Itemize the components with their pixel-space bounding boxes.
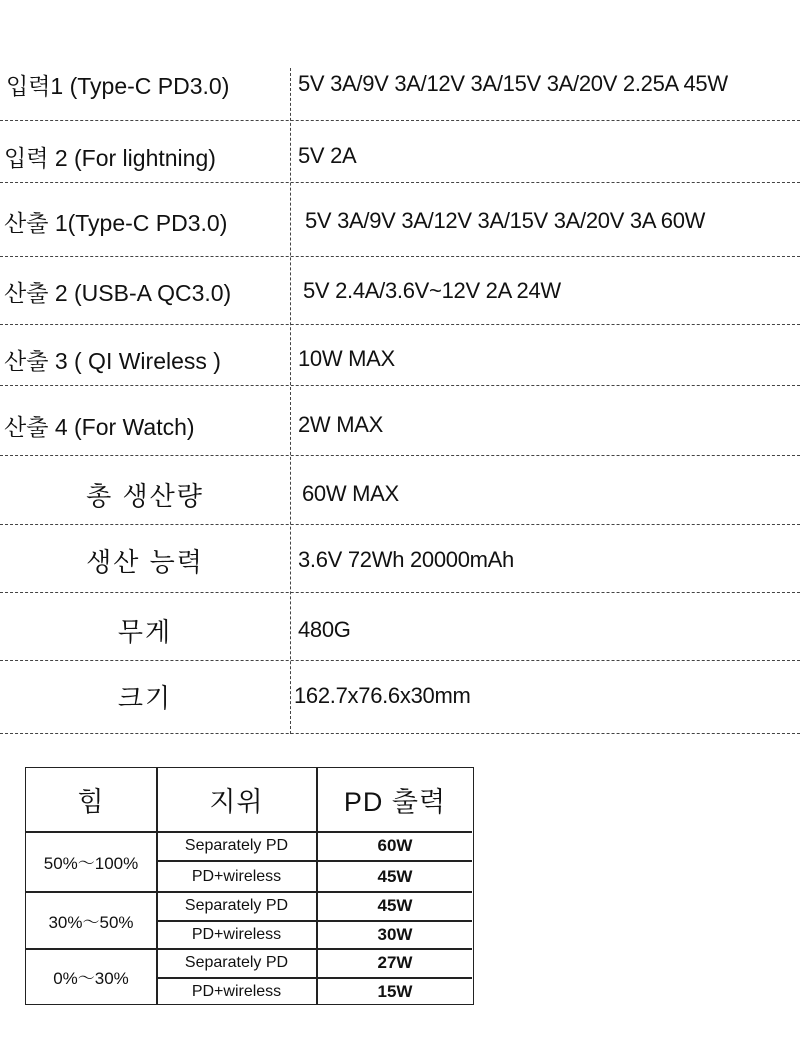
spec-value: 3.6V 72Wh 20000mAh [298, 547, 514, 572]
spec-label: 입력1 (Type-C PD3.0) [6, 72, 230, 99]
divider [0, 524, 800, 525]
level-cell: 30%～50% [48, 912, 134, 932]
spec-value: 5V 3A/9V 3A/12V 3A/15V 3A/20V 2.25A 45W [298, 71, 728, 96]
spec-value: 60W MAX [302, 481, 399, 506]
spec-value: 5V 3A/9V 3A/12V 3A/15V 3A/20V 3A 60W [305, 208, 706, 233]
spec-row-input-1 [0, 50, 800, 118]
divider [0, 120, 800, 121]
spec-label: 크기 [117, 682, 173, 713]
spec-value: 5V 2A [298, 143, 357, 168]
header-pd-output: PD 출력 [343, 787, 447, 817]
output-cell: 45W [377, 896, 413, 915]
mode-cell: PD+wireless [191, 867, 282, 885]
output-cell: 27W [377, 953, 413, 972]
mode-cell: PD+wireless [191, 982, 282, 1000]
spec-label: 산출 1(Type-C PD3.0) [4, 209, 228, 236]
spec-row-output-3 [0, 325, 800, 393]
divider [0, 660, 800, 661]
spec-row-input-2 [0, 122, 800, 190]
spec-label: 무게 [117, 616, 173, 647]
level-cell: 50%～100% [43, 854, 139, 873]
mode-cell: Separately PD [184, 897, 289, 914]
divider [0, 182, 800, 183]
spec-row-output-1 [0, 187, 800, 255]
spec-label: 생산 능력 [86, 546, 204, 577]
divider [0, 592, 800, 593]
level-cell: 0%～30% [53, 969, 129, 988]
mode-cell: PD+wireless [191, 926, 282, 943]
divider [0, 733, 800, 734]
spec-row-output-2 [0, 257, 800, 325]
output-cell: 45W [377, 866, 413, 886]
divider [0, 385, 800, 386]
power-output-table [25, 767, 474, 1005]
spec-value: 2W MAX [298, 412, 383, 437]
spec-value: 162.7x76.6x30mm [294, 683, 471, 708]
mode-cell: Separately PD [184, 837, 289, 854]
spec-label: 입력 2 (For lightning) [4, 144, 216, 171]
mode-cell: Separately PD [184, 954, 289, 971]
header-power: 힘 [77, 787, 105, 817]
spec-row-capacity [0, 526, 800, 594]
column-divider [290, 68, 291, 734]
header-status: 지위 [209, 787, 264, 817]
spec-row-size [0, 662, 800, 730]
spec-value: 10W MAX [298, 346, 395, 371]
spec-label: 산출 4 (For Watch) [4, 413, 195, 440]
spec-label: 총 생산량 [86, 480, 204, 511]
output-cell: 60W [377, 836, 413, 855]
spec-value: 480G [298, 617, 351, 642]
spec-label: 산출 3 ( QI Wireless ) [4, 347, 221, 374]
spec-label: 산출 2 (USB-A QC3.0) [4, 279, 232, 306]
output-cell: 30W [377, 925, 413, 944]
spec-row-total-output [0, 460, 800, 528]
spec-row-weight [0, 596, 800, 664]
spec-row-output-4 [0, 391, 800, 459]
divider [0, 455, 800, 456]
spec-value: 5V 2.4A/3.6V~12V 2A 24W [303, 278, 561, 303]
output-cell: 15W [377, 981, 413, 1001]
